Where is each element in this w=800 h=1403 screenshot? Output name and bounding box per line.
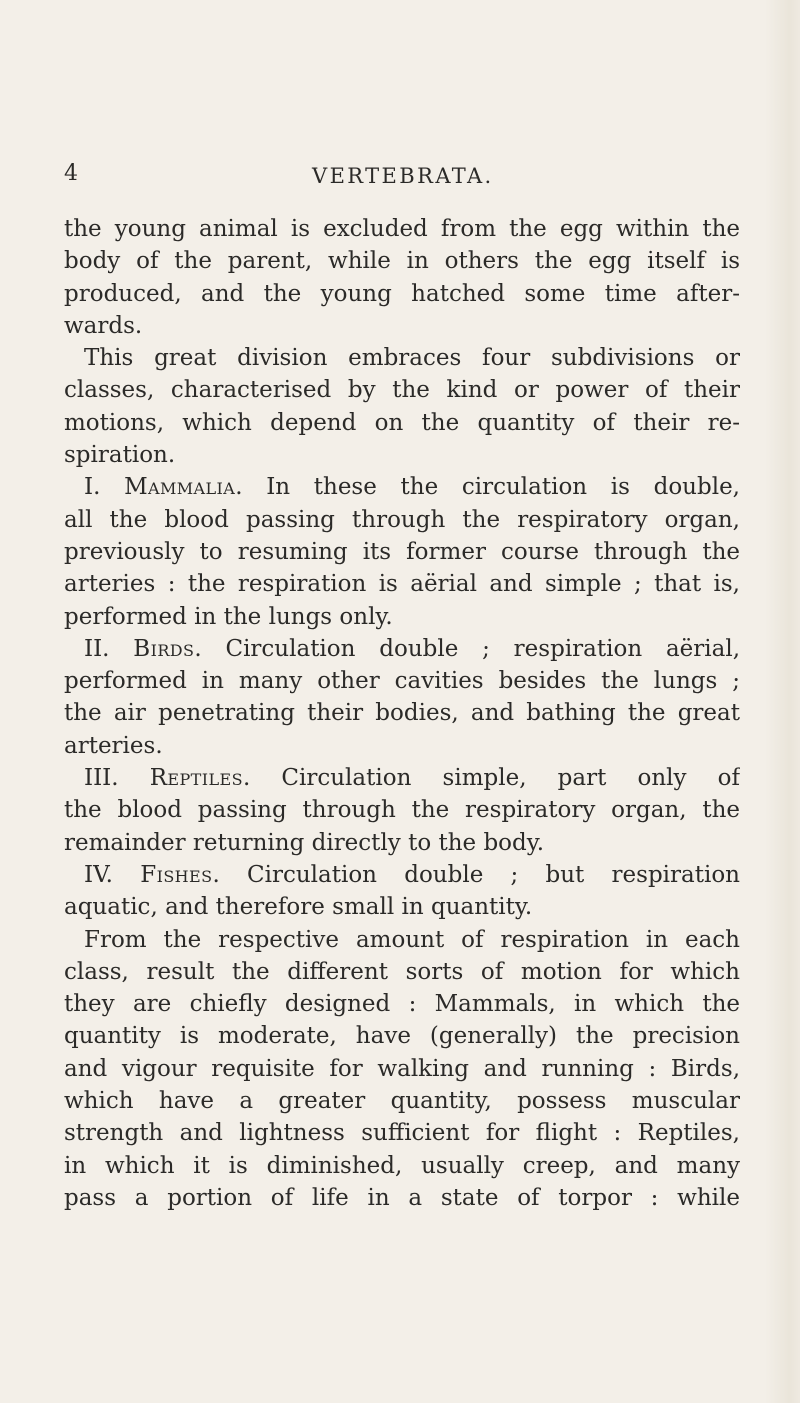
text-line: arteries : the respiration is aërial and simple ; that is, bbox=[64, 571, 740, 598]
text-line: IV. Fishes. Circulation double ; but respiration bbox=[84, 861, 740, 888]
text-line: body of the parent, while in others the egg itself is bbox=[64, 248, 740, 275]
text-line: pass a portion of life in a state of torpor : while bbox=[64, 1184, 740, 1211]
text-line: This great division embraces four subdivisions or bbox=[84, 345, 740, 372]
text-line: remainder returning directly to the body. bbox=[64, 829, 545, 856]
page-number: 4 bbox=[64, 161, 78, 186]
section-name: Reptiles bbox=[149, 765, 243, 792]
text-line: wards. bbox=[64, 312, 143, 339]
text-line: II. Birds. Circulation double ; respiration aërial, bbox=[84, 635, 740, 662]
text-line: the air penetrating their bodies, and bathing the great bbox=[64, 700, 740, 727]
text-line: classes, characterised by the kind or power of their bbox=[64, 377, 740, 404]
page-header bbox=[64, 160, 764, 200]
text-line: previously to resuming its former course through the bbox=[64, 538, 740, 565]
text-line: performed in many other cavities besides the lungs ; bbox=[64, 668, 740, 695]
section-name: Birds bbox=[133, 635, 195, 662]
running-title: VERTEBRATA. bbox=[312, 164, 494, 188]
text-line: I. Mammalia. In these the circulation is double, bbox=[84, 474, 740, 501]
section-name: Mammalia bbox=[124, 474, 236, 501]
text-line: III. Reptiles. Circulation simple, part only of bbox=[84, 765, 740, 792]
text-line: in which it is diminished, usually creep, and many bbox=[64, 1152, 740, 1179]
text-line: aquatic, and therefore small in quantity. bbox=[64, 894, 533, 921]
text-line: the young animal is excluded from the egg within the bbox=[64, 216, 740, 242]
text-line: spiration. bbox=[64, 442, 176, 469]
body-text bbox=[64, 213, 740, 1214]
text-line: quantity is moderate, have (generally) the precision bbox=[64, 1023, 740, 1050]
text-line: produced, and the young hatched some time after- bbox=[64, 280, 740, 307]
text-line: From the respective amount of respiration in each bbox=[84, 926, 740, 953]
text-line: motions, which depend on the quantity of their re- bbox=[64, 409, 740, 436]
text-line: arteries. bbox=[64, 732, 163, 759]
text-line: they are chiefly designed : Mammals, in which the bbox=[64, 991, 740, 1018]
text-line: class, result the different sorts of motion for which bbox=[64, 958, 740, 985]
text-line: all the blood passing through the respiratory organ, bbox=[64, 506, 740, 533]
text-line: the blood passing through the respiratory organ, the bbox=[64, 797, 740, 824]
text-line: which have a greater quantity, possess muscular bbox=[64, 1088, 740, 1115]
section-name: Fishes bbox=[140, 861, 213, 888]
text-line: performed in the lungs only. bbox=[64, 603, 393, 630]
text-line: and vigour requisite for walking and running : Birds, bbox=[64, 1055, 740, 1082]
text-line: strength and lightness sufficient for flight : Reptiles, bbox=[64, 1120, 740, 1147]
